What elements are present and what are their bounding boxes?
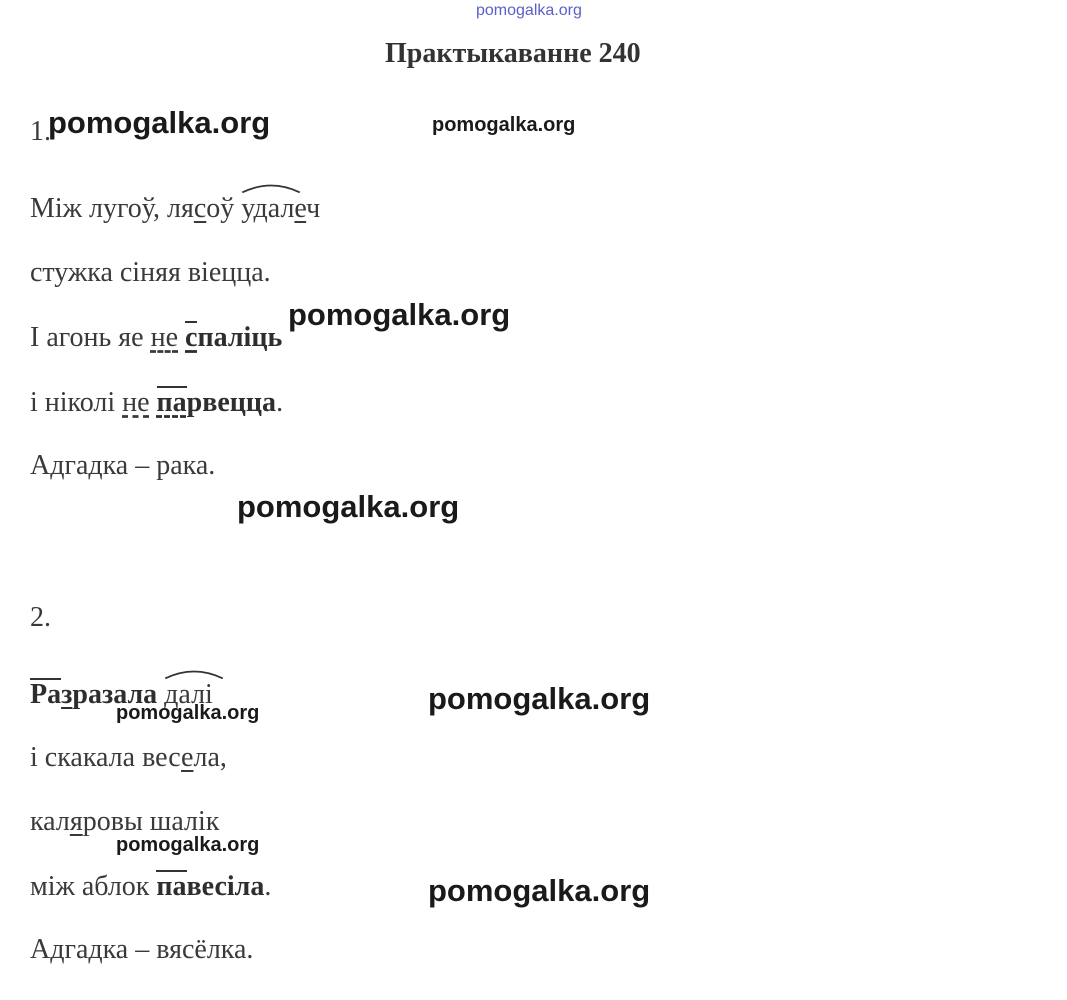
watermark: pomogalka.org: [48, 105, 271, 140]
text-fragment: удал: [241, 193, 295, 224]
text-fragment: оў: [206, 193, 242, 224]
text-fragment: .: [276, 387, 284, 418]
stressed-vowel: е: [181, 742, 194, 773]
prefix-mark: па: [156, 871, 187, 902]
watermark: pomogalka.org: [432, 114, 576, 136]
stressed-vowel: з: [61, 679, 73, 710]
watermark: pomogalka.org: [428, 873, 651, 908]
page-title: Практыкаванне 240: [385, 38, 641, 69]
riddle-1-line-4: [30, 386, 283, 419]
text-fragment: І агонь яе: [30, 322, 151, 353]
watermark: pomogalka.org: [288, 297, 511, 332]
stressed-vowel: е: [294, 193, 307, 224]
watermark: pomogalka.org: [116, 702, 260, 724]
root-arc-word: [241, 193, 294, 225]
watermark-top: pomogalka.org: [476, 2, 582, 19]
space: [150, 387, 157, 418]
riddle-1-answer: Адгадка – рака.: [30, 450, 216, 481]
section-1-number: 1.: [30, 116, 51, 147]
section-2-number: 2.: [30, 602, 51, 633]
text-fragment: кал: [30, 806, 70, 837]
text-fragment: і скакала вес: [30, 742, 182, 773]
negation-particle: не: [150, 322, 179, 353]
text-fragment: між аблок: [30, 871, 157, 902]
text-fragment: ла,: [193, 742, 227, 773]
stressed-vowel: я: [69, 806, 83, 837]
root-arc-icon: [164, 667, 224, 679]
prefix-mark: Ра: [30, 679, 62, 710]
verb-word: рвецца: [186, 387, 277, 418]
verb-word: весіла: [186, 871, 265, 902]
space: [178, 322, 185, 353]
prefix-mark: с: [185, 322, 198, 353]
verb-word: паліць: [197, 322, 283, 353]
text-fragment: ровы шалік: [82, 806, 220, 837]
verb-word: разала: [72, 679, 158, 710]
text-fragment: і ніколі: [30, 387, 123, 418]
prefix-mark: па: [156, 387, 187, 418]
riddle-2-line-4: [30, 870, 271, 903]
text-fragment: ч: [306, 193, 321, 224]
stressed-vowel: с: [193, 193, 207, 224]
watermark: pomogalka.org: [237, 489, 460, 524]
watermark: pomogalka.org: [428, 681, 651, 716]
riddle-1-line-2: стужка сіняя віецца.: [30, 257, 271, 288]
negation-particle: не: [122, 387, 150, 418]
text-fragment: Між лугоў, ля: [30, 193, 194, 224]
text-fragment: далі: [164, 679, 213, 710]
root-arc-icon: [241, 181, 301, 193]
riddle-2-line-2: [30, 742, 227, 774]
riddle-1-line-1: [30, 193, 320, 225]
text-fragment: .: [264, 871, 272, 902]
riddle-2-answer: Адгадка – вясёлка.: [30, 934, 254, 965]
riddle-1-line-3: [30, 321, 282, 354]
watermark: pomogalka.org: [116, 834, 260, 856]
